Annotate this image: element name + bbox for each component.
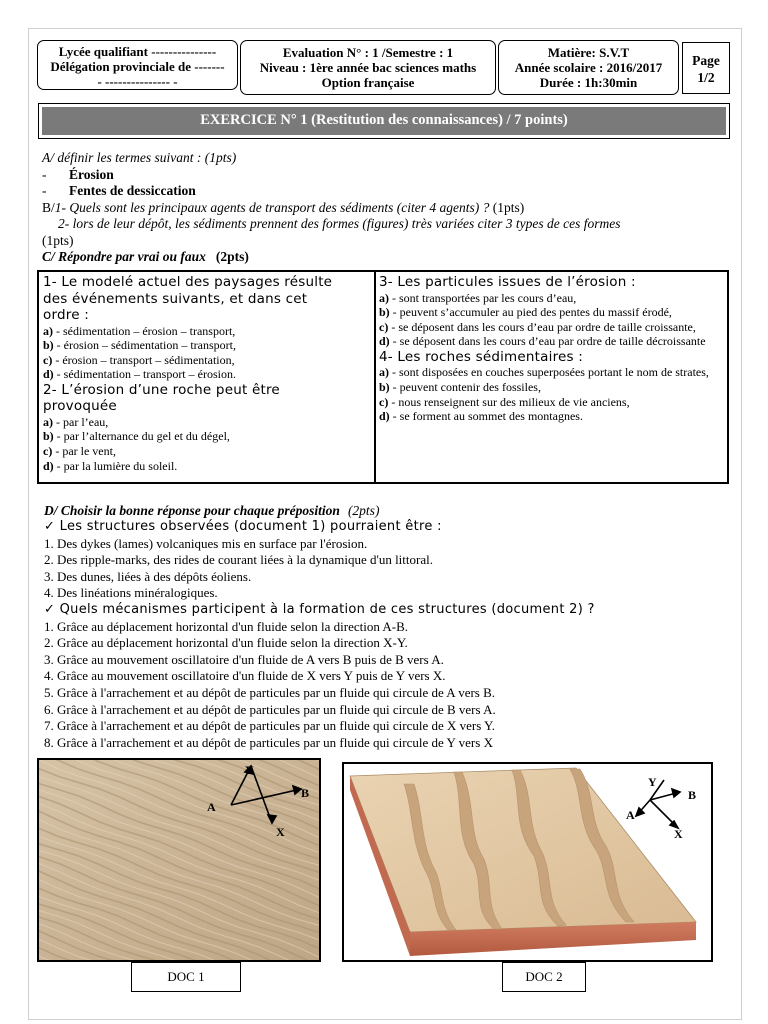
option-letter: b) [43, 338, 54, 353]
tf-option [43, 459, 373, 474]
option-letter: a) [379, 290, 389, 305]
tf-q2-title-1: 2- L’érosion d’une roche peut être [43, 381, 280, 398]
option-letter: c) [43, 444, 53, 459]
doc2-label-b: B [688, 788, 697, 802]
evaluation-line-3: Option française [321, 75, 415, 90]
tf-option [43, 444, 373, 459]
part-b-prefix: B/ [42, 199, 55, 215]
tf-q1-title-3: ordre : [43, 307, 89, 323]
evaluation-line-1: Evaluation N° : 1 /Semestre : 1 [282, 45, 454, 60]
part-d-points: (2pts) [347, 503, 380, 518]
choice-item: 4. Des linéations minéralogiques. [44, 585, 218, 601]
choice-item: 6. Grâce à l'arrachement et au dépôt de particules par un fluide qui circule de B vers A. [44, 701, 496, 717]
option-letter: b) [43, 429, 54, 444]
tf-option [379, 380, 725, 395]
part-c-title: C/ Répondre par vrai ou faux [42, 249, 206, 264]
choice-item: 4. Grâce au mouvement oscillatoire d'un fluide de X vers Y puis de Y vers X. [44, 668, 446, 684]
doc1-label-b: B [301, 786, 310, 800]
option-text: - peuvent s’accumuler au pied des pentes du massif érodé, [389, 305, 672, 320]
part-c-points: (2pts) [215, 249, 249, 264]
option-text: - se déposent dans les cours d’eau par ordre de taille décroissante [389, 334, 706, 349]
subject-line-1: Matière: S.V.T [547, 45, 630, 60]
evaluation-line-2: Niveau : 1ère année bac sciences maths [259, 60, 477, 75]
tf-option [379, 395, 725, 410]
option-letter: d) [379, 409, 390, 424]
page-label: Page [692, 53, 720, 68]
term-item: - Érosion [42, 166, 114, 182]
choice-item: 5. Grâce à l'arrachement et au dépôt de particules par un fluide qui circule de A vers B. [44, 684, 496, 700]
school-line-2: Délégation provinciale de ------- [50, 59, 225, 74]
part-d-title: D/ Choisir la bonne réponse pour chaque préposition [44, 503, 340, 518]
doc2-direction-arrows [636, 780, 680, 828]
choice-item: 3. Grâce au mouvement oscillatoire d'un fluide de A vers B puis de B vers A. [44, 651, 444, 667]
option-letter: d) [379, 334, 390, 349]
option-text: - par l’alternance du gel et du dégel, [53, 429, 230, 444]
tf-option [43, 324, 373, 339]
option-letter: b) [379, 305, 390, 320]
doc1-label-x: X [276, 825, 285, 839]
tf-option [43, 367, 373, 382]
tf-option [379, 365, 725, 380]
doc1-label-a: A [207, 800, 216, 814]
part-b-q2-points: (1pts) [42, 232, 74, 248]
choice-item: 3. Des dunes, liées à des dépôts éoliens. [44, 568, 252, 584]
option-letter: d) [43, 458, 54, 473]
part-a-title: A/ définir les termes suivant : (1pts) [42, 150, 237, 165]
school-line-3: - --------------- - [97, 74, 178, 89]
option-text: - sédimentation – érosion – transport, [53, 323, 236, 338]
choice-item: 8. Grâce à l'arrachement et au dépôt de particules par un fluide qui circule de Y vers X [44, 734, 493, 750]
part-b-q2: 2- lors de leur dépôt, les sédiments prennent des formes (figures) très variées citer 3 types de ces formes [58, 216, 621, 231]
term-label: Fentes de dessiccation [69, 183, 196, 198]
school-line-1: Lycée qualifiant --------------- [58, 44, 217, 59]
option-text: - se forment au sommet des montagnes. [389, 409, 583, 424]
option-text: - sédimentation – transport – érosion. [53, 367, 236, 382]
page-number: 1/2 [697, 70, 715, 85]
option-letter: b) [379, 379, 390, 394]
choice-item: 1. Des dykes (lames) volcaniques mis en surface par l'érosion. [44, 535, 368, 551]
tf-option [379, 291, 725, 306]
tf-option [43, 429, 373, 444]
option-text: - érosion – transport – sédimentation, [52, 352, 235, 367]
doc1-label-y: Y [245, 763, 254, 777]
subject-line-2: Année scolaire : 2016/2017 [514, 60, 663, 75]
doc1-image [39, 760, 319, 960]
choice-item: 7. Grâce à l'arrachement et au dépôt de particules par un fluide qui circule de X vers Y. [44, 718, 496, 734]
option-letter: d) [43, 367, 54, 382]
option-text: - par l’eau, [53, 414, 109, 429]
choice-item: 1. Grâce au déplacement horizontal d'un fluide selon la direction A-B. [44, 618, 409, 634]
tf-q3-title: 3- Les particules issues de l’érosion : [379, 274, 636, 290]
doc2-label-x: X [674, 827, 683, 841]
option-letter: a) [379, 365, 389, 380]
part-b-q1 [42, 200, 621, 217]
option-text: - érosion – sédimentation – transport, [53, 338, 236, 353]
tf-option [379, 409, 725, 424]
part-b-q1-points: (1pts) [489, 199, 525, 215]
tf-option [43, 338, 373, 353]
subject-line-3: Durée : 1h:30min [539, 75, 638, 90]
option-letter: c) [379, 394, 389, 409]
tf-q4-title: 4- Les roches sédimentaires : [379, 348, 584, 365]
option-letter: c) [43, 352, 53, 367]
tf-option [379, 320, 725, 335]
true-false-table [37, 270, 729, 484]
doc2-caption: DOC 2 [502, 962, 586, 992]
option-text: - se déposent dans les cours d’eau par ordre de taille croissante, [388, 319, 696, 334]
doc1-ripple-photo [37, 758, 321, 962]
tf-option [379, 334, 725, 349]
tf-option [43, 415, 373, 430]
option-text: - nous renseignent sur des milieux de vie anciens, [388, 394, 630, 409]
table-divider [374, 272, 376, 482]
school-box [37, 40, 238, 90]
tf-option [43, 353, 373, 368]
tf-q1-title-2: des événements suivants, et dans cet [43, 290, 308, 307]
evaluation-box [240, 40, 496, 95]
choice-item: 2. Grâce au déplacement horizontal d'un fluide selon la direction X-Y. [44, 635, 408, 651]
part-d-heading [44, 502, 595, 519]
part-b-q1-text: 1- Quels sont les principaux agents de transport des sédiments (citer 4 agents) ? [54, 199, 490, 215]
term-label: Érosion [69, 166, 114, 182]
tf-q1-title-1: 1- Le modelé actuel des paysages résulte [43, 274, 333, 290]
term-item: - Fentes de dessiccation [42, 183, 196, 198]
doc2-label-a: A [626, 808, 635, 822]
tf-q2-title-2: provoquée [43, 398, 117, 415]
choice-item: 2. Des ripple-marks, des rides de courant liées à la dynamique d'un littoral. [44, 552, 433, 568]
questions-ab [42, 150, 621, 266]
subject-box [498, 40, 679, 95]
option-text: - par le vent, [52, 444, 116, 459]
doc1-caption: DOC 1 [131, 962, 241, 992]
tf-left-column [43, 274, 373, 473]
part-d [44, 502, 595, 751]
option-text: - sont transportées par les cours d’eau, [389, 290, 577, 305]
doc2-label-y: Y [648, 775, 657, 789]
part-d-q1: ✓ Les structures observées (document 1) pourraient être : [44, 519, 442, 534]
doc2-image [344, 764, 711, 960]
page-number-box [682, 42, 730, 94]
option-letter: a) [43, 323, 53, 338]
part-d-q2: ✓ Quels mécanismes participent à la formation de ces structures (document 2) ? [44, 601, 595, 617]
exercise-title-bar [38, 103, 730, 139]
option-letter: c) [379, 319, 389, 334]
tf-right-column [379, 274, 725, 424]
doc2-relief-block [342, 762, 713, 962]
exercise-title: EXERCICE N° 1 (Restitution des connaissances) / 7 points) [42, 107, 726, 135]
option-text: - sont disposées en couches superposées portant le nom de strates, [389, 365, 709, 380]
part-c-heading [42, 249, 621, 266]
option-text: - peuvent contenir des fossiles, [389, 379, 541, 394]
option-letter: a) [43, 414, 53, 429]
option-text: - par la lumière du soleil. [53, 458, 178, 473]
tf-option [379, 305, 725, 320]
